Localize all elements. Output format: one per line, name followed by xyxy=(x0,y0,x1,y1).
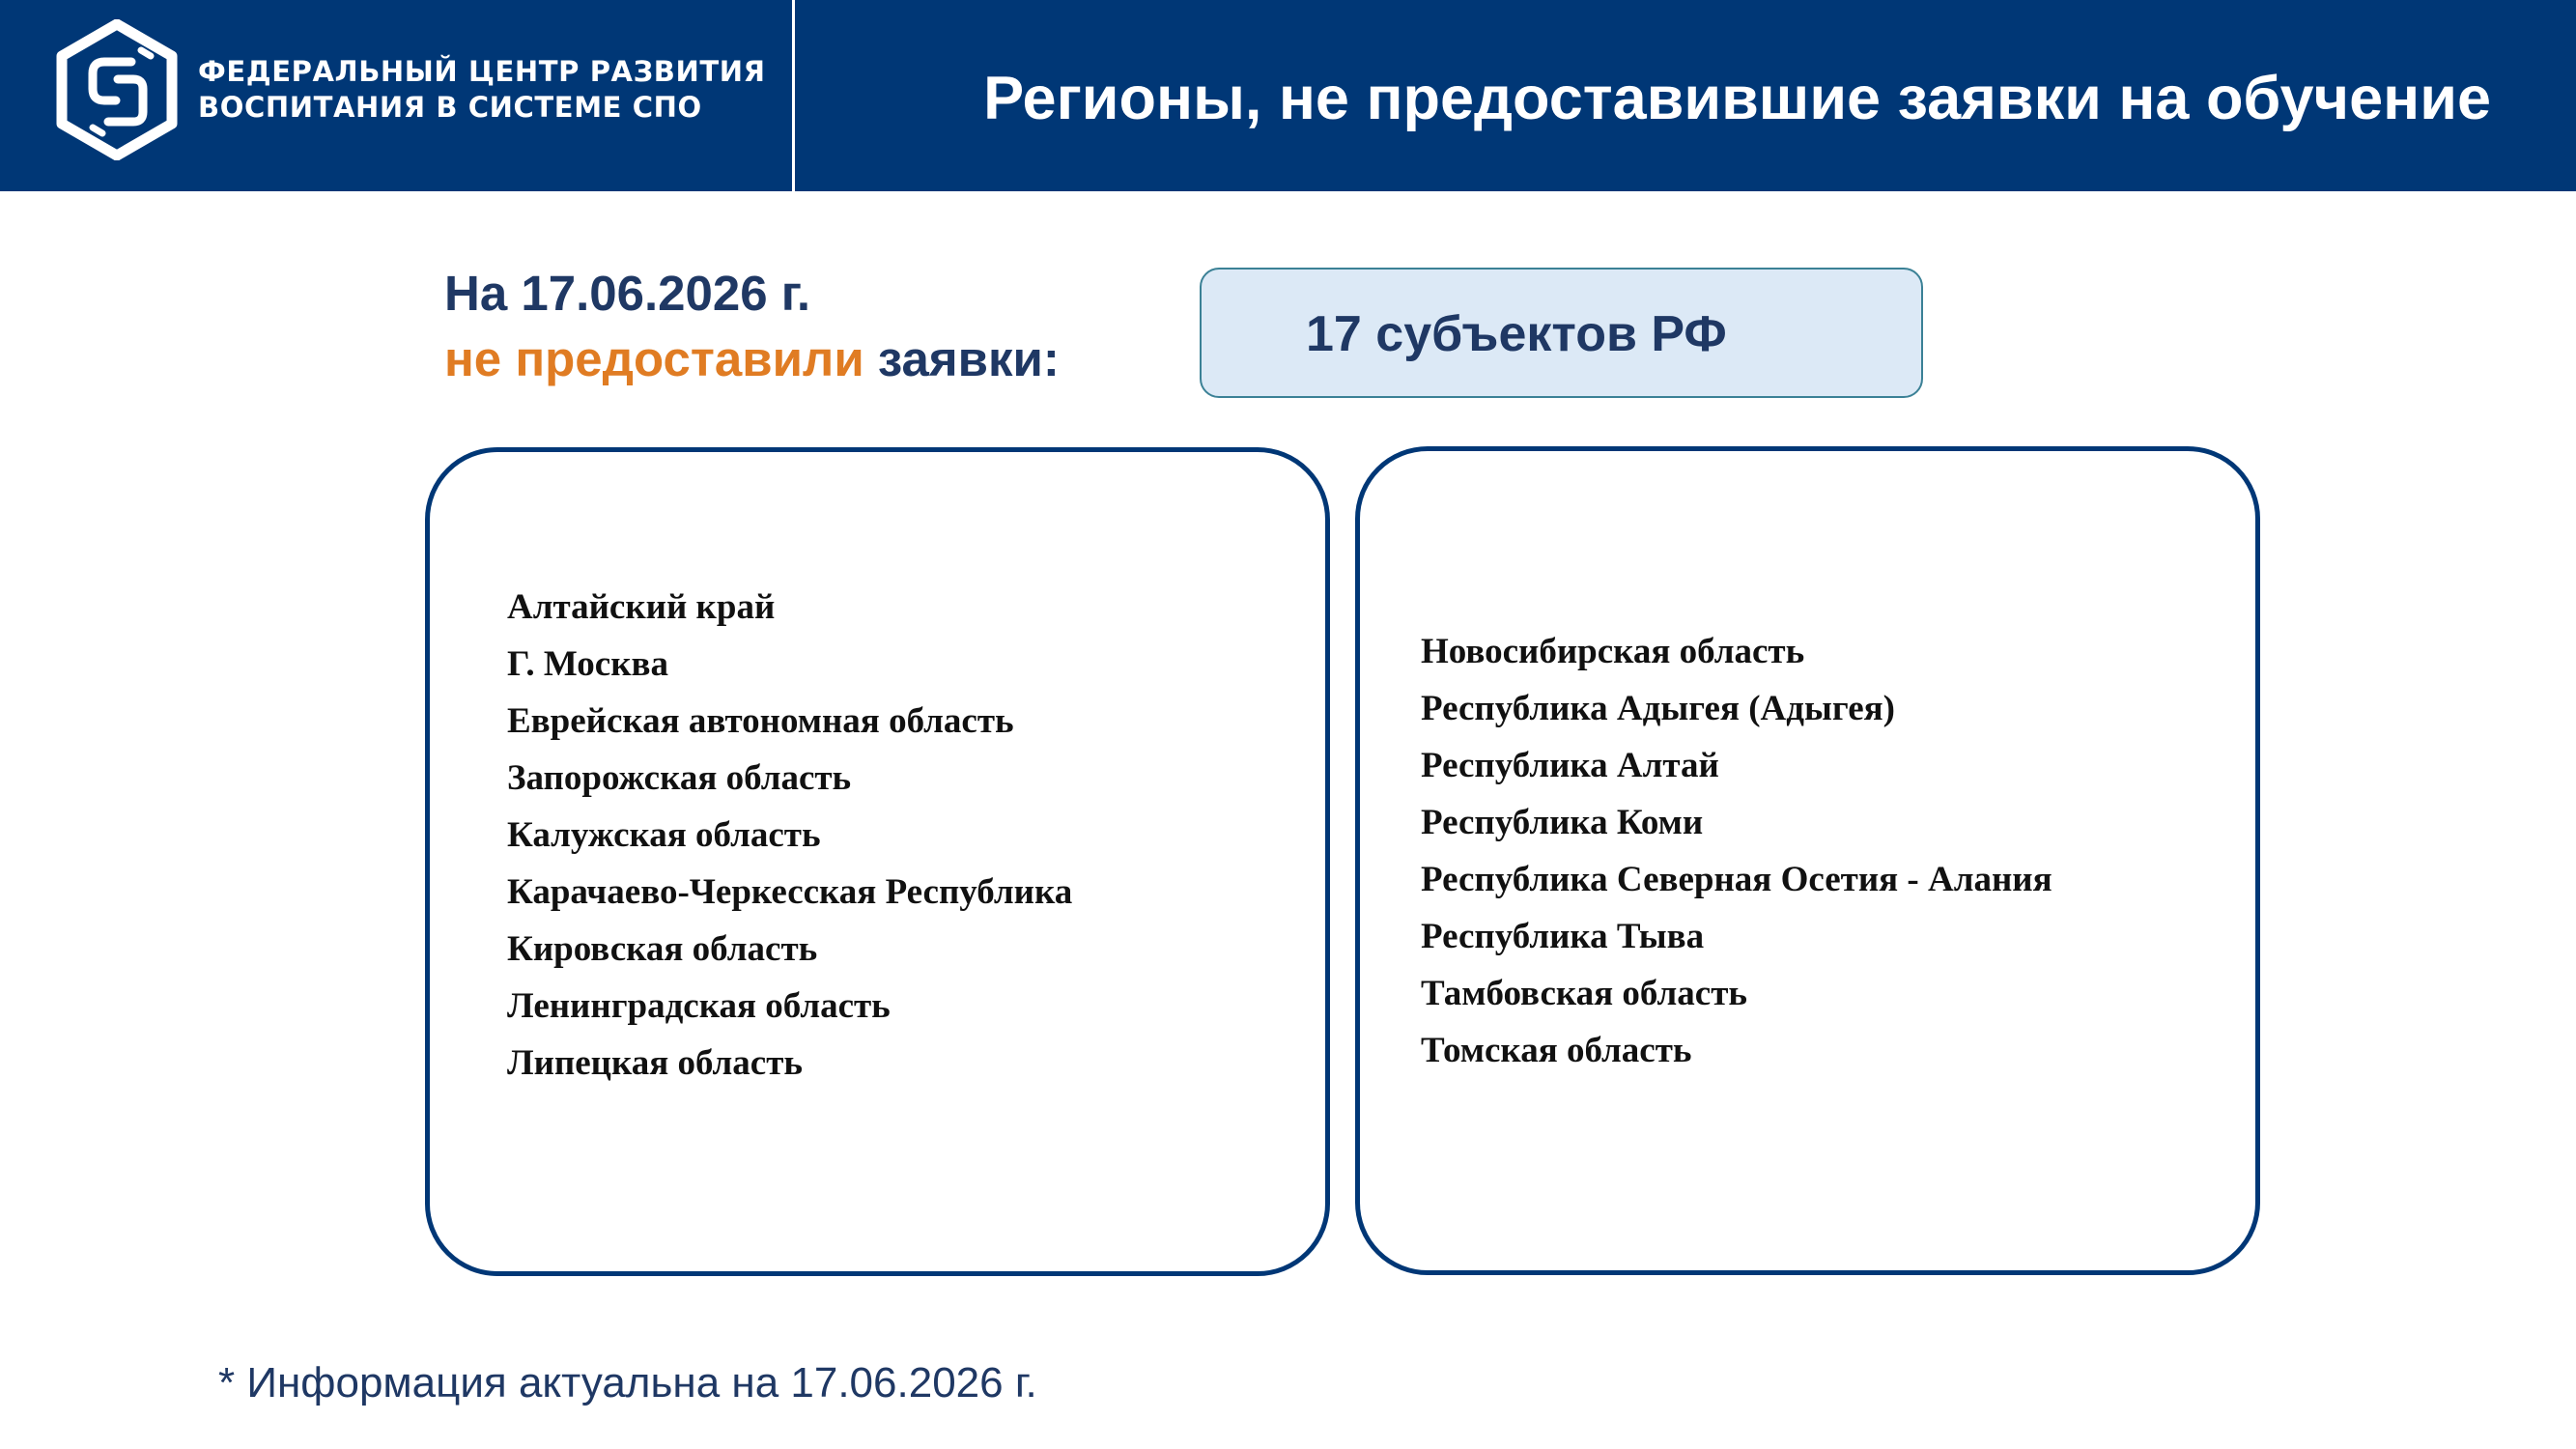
list-item: Республика Алтай xyxy=(1421,746,1719,785)
organization-name-line2: ВОСПИТАНИЯ В СИСТЕМЕ СПО xyxy=(198,91,702,124)
list-item: Карачаево-Черкесская Республика xyxy=(507,872,1073,912)
list-item: Республика Адыгея (Адыгея) xyxy=(1421,689,1895,728)
list-item: Новосибирская область xyxy=(1421,632,1805,671)
count-text: 17 субъектов РФ xyxy=(1306,306,1727,362)
regions-panel-left xyxy=(425,447,1330,1276)
organization-name-line1: ФЕДЕРАЛЬНЫЙ ЦЕНТР РАЗВИТИЯ xyxy=(198,55,766,88)
list-item: Кировская область xyxy=(507,929,818,969)
not-submitted-line xyxy=(444,327,1060,392)
list-item: Алтайский край xyxy=(507,587,776,627)
not-submitted-highlight: не предоставили xyxy=(444,331,864,386)
list-item: Республика Коми xyxy=(1421,803,1704,842)
region-list-right xyxy=(1421,623,2052,1079)
region-list-left xyxy=(507,579,1072,1092)
regions-panel-right xyxy=(1355,446,2260,1275)
not-submitted-rest: заявки: xyxy=(863,331,1060,386)
date-line: На 17.06.2026 г. xyxy=(444,266,811,321)
list-item: Ленинградская область xyxy=(507,986,891,1026)
header-bar xyxy=(0,0,2576,191)
list-item: Г. Москва xyxy=(507,644,669,684)
footnote: * Информация актуальна на 17.06.2026 г. xyxy=(218,1359,1037,1406)
list-item: Калужская область xyxy=(507,815,821,855)
organization-name xyxy=(198,54,766,126)
header-divider xyxy=(792,0,795,191)
spo-logo-icon xyxy=(54,19,180,160)
list-item: Запорожская область xyxy=(507,758,852,798)
list-item: Республика Северная Осетия - Алания xyxy=(1421,860,2052,899)
list-item: Липецкая область xyxy=(507,1043,803,1083)
list-item: Томская область xyxy=(1421,1031,1692,1070)
status-statement xyxy=(444,261,1060,392)
page-title: Регионы, не предоставившие заявки на обучение xyxy=(983,65,2491,132)
count-badge xyxy=(1200,268,1923,398)
list-item: Республика Тыва xyxy=(1421,917,1705,956)
list-item: Еврейская автономная область xyxy=(507,701,1014,741)
list-item: Тамбовская область xyxy=(1421,974,1747,1013)
